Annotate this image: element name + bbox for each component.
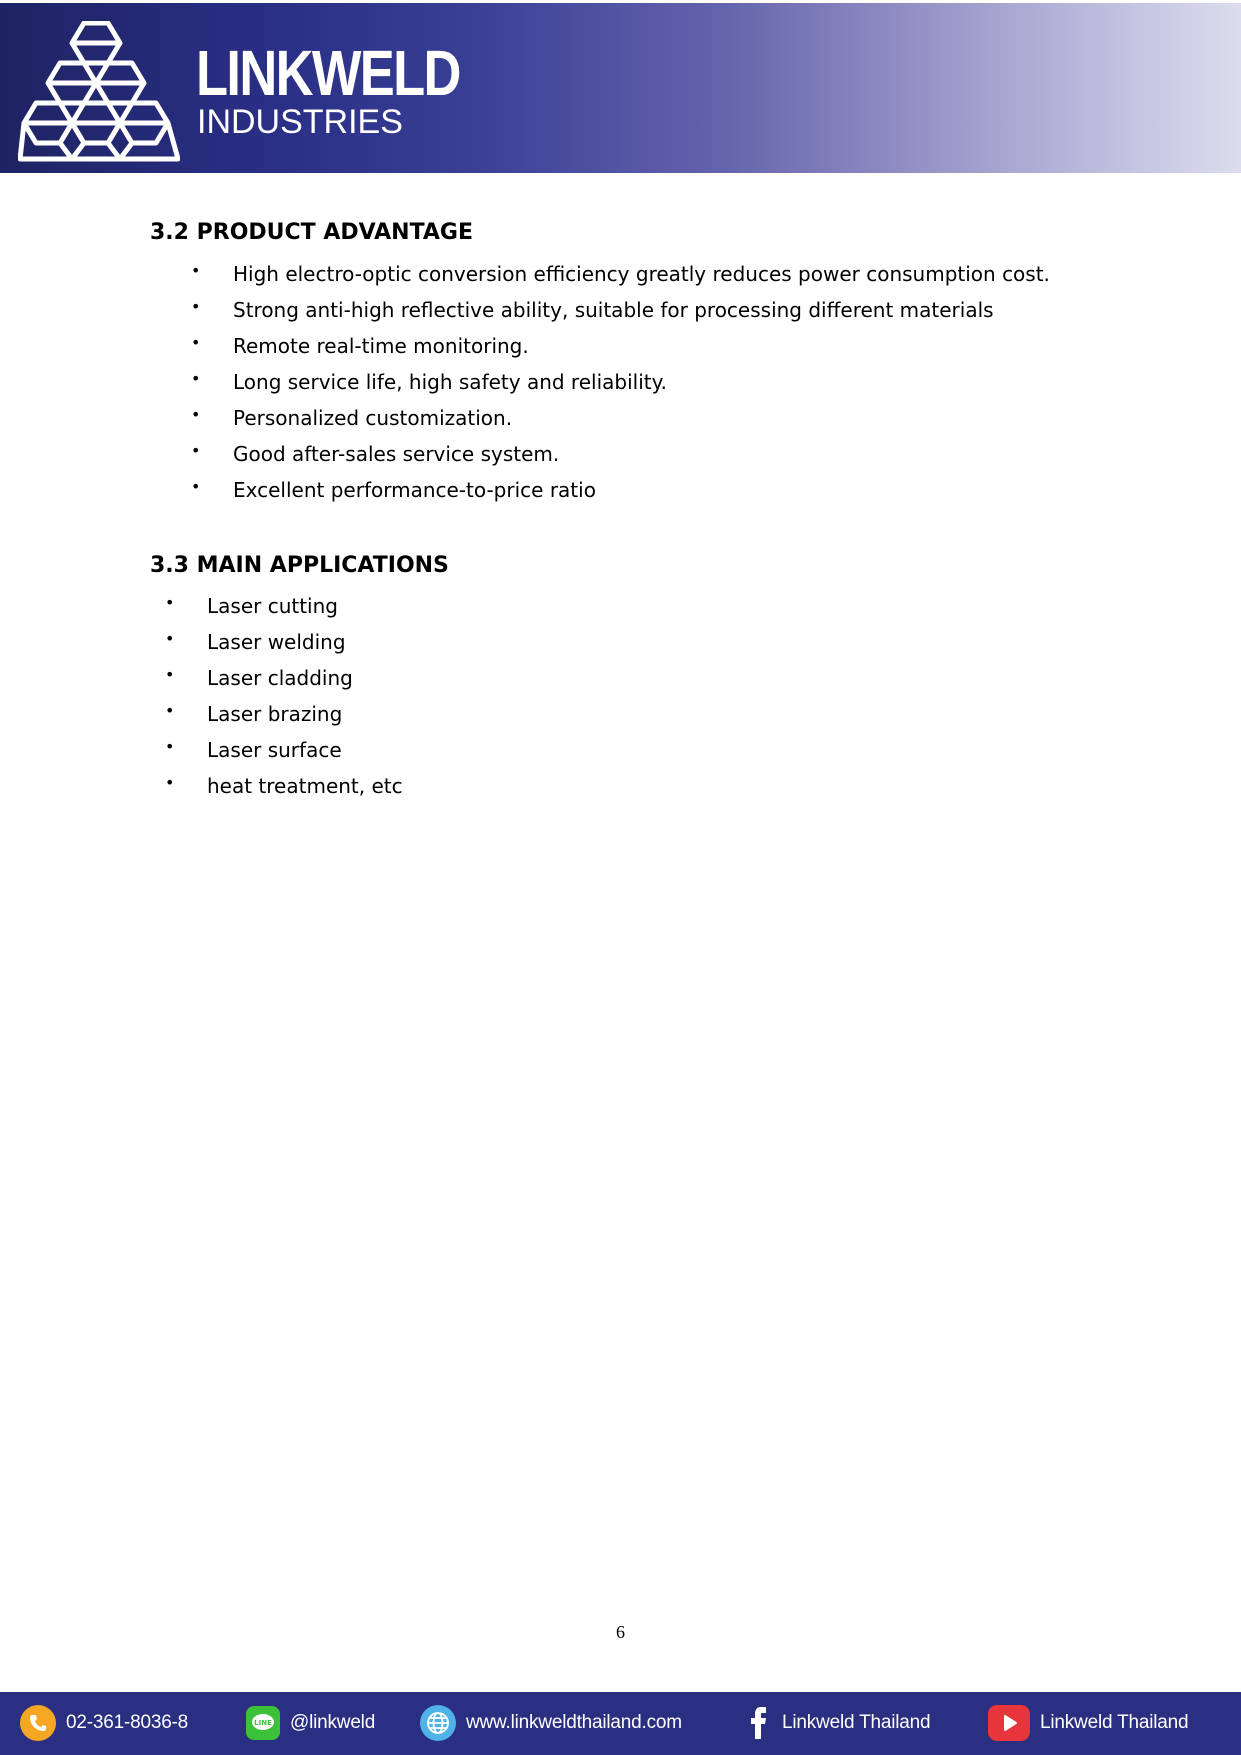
list-item bbox=[165, 768, 403, 804]
main-applications-list bbox=[165, 588, 403, 804]
list-item-text: heat treatment, etc bbox=[207, 774, 403, 798]
bullet-icon: • bbox=[165, 737, 175, 756]
footer-line[interactable] bbox=[246, 1705, 375, 1741]
product-advantage-list bbox=[191, 256, 1050, 508]
list-item bbox=[191, 328, 1050, 364]
bullet-icon: • bbox=[191, 441, 201, 460]
list-item-text: Good after-sales service system. bbox=[233, 442, 560, 466]
footer-phone-text: 02-361-8036-8 bbox=[66, 1712, 189, 1733]
bullet-icon: • bbox=[165, 593, 175, 612]
list-item bbox=[165, 660, 403, 696]
list-item-text: Laser cladding bbox=[207, 666, 353, 690]
svg-text:LINE: LINE bbox=[254, 1719, 272, 1727]
bullet-icon: • bbox=[191, 477, 201, 496]
list-item-text: Remote real-time monitoring. bbox=[233, 334, 529, 358]
list-item-text: Laser cutting bbox=[207, 594, 338, 618]
list-item bbox=[165, 732, 403, 768]
bullet-icon: • bbox=[165, 773, 175, 792]
footer-website-text: www.linkweldthailand.com bbox=[466, 1712, 682, 1733]
bullet-icon: • bbox=[165, 701, 175, 720]
list-item bbox=[165, 624, 403, 660]
footer-line-text: @linkweld bbox=[290, 1712, 376, 1733]
bullet-icon: • bbox=[191, 405, 201, 424]
list-item-text: Laser surface bbox=[207, 738, 342, 762]
footer-youtube[interactable] bbox=[988, 1705, 1188, 1741]
footer-contact-bar bbox=[0, 1692, 1241, 1755]
section-title-product-advantage: 3.2 PRODUCT ADVANTAGE bbox=[150, 220, 474, 245]
list-item bbox=[191, 256, 1050, 292]
footer-facebook[interactable] bbox=[748, 1705, 930, 1741]
bullet-icon: • bbox=[165, 665, 175, 684]
list-item-text: Strong anti-high reflective ability, suitable for processing different materials bbox=[233, 298, 994, 322]
bullet-icon: • bbox=[191, 369, 201, 388]
list-item bbox=[165, 588, 403, 624]
footer-website[interactable] bbox=[420, 1705, 682, 1741]
footer-facebook-text: Linkweld Thailand bbox=[782, 1712, 931, 1733]
footer-phone[interactable] bbox=[20, 1705, 188, 1741]
bullet-icon: • bbox=[191, 333, 201, 352]
bullet-icon: • bbox=[165, 629, 175, 648]
list-item-text: Excellent performance-to-price ratio bbox=[233, 478, 596, 502]
bullet-icon: • bbox=[191, 261, 201, 280]
youtube-icon bbox=[988, 1705, 1030, 1741]
list-item-text: Laser welding bbox=[207, 630, 346, 654]
brand-name: LINKWELD bbox=[196, 37, 460, 109]
page-number: 6 bbox=[616, 1622, 625, 1642]
list-item bbox=[191, 292, 1050, 328]
list-item bbox=[191, 472, 1050, 508]
facebook-icon bbox=[748, 1705, 770, 1741]
section-title-main-applications: 3.3 MAIN APPLICATIONS bbox=[150, 553, 449, 578]
list-item bbox=[191, 364, 1050, 400]
footer-youtube-text: Linkweld Thailand bbox=[1040, 1712, 1189, 1733]
cube-pyramid-logo-icon bbox=[18, 21, 180, 163]
list-item bbox=[191, 436, 1050, 472]
brand-subtitle: INDUSTRIES bbox=[197, 103, 403, 141]
phone-icon bbox=[20, 1705, 56, 1741]
list-item bbox=[191, 400, 1050, 436]
list-item-text: Long service life, high safety and reliability. bbox=[233, 370, 667, 394]
list-item-text: High electro-optic conversion efficiency greatly reduces power consumption cost. bbox=[233, 262, 1050, 286]
bullet-icon: • bbox=[191, 297, 201, 316]
line-app-icon bbox=[246, 1706, 280, 1740]
list-item bbox=[165, 696, 403, 732]
header-banner bbox=[0, 3, 1241, 173]
globe-icon bbox=[420, 1705, 456, 1741]
list-item-text: Laser brazing bbox=[207, 702, 343, 726]
list-item-text: Personalized customization. bbox=[233, 406, 513, 430]
